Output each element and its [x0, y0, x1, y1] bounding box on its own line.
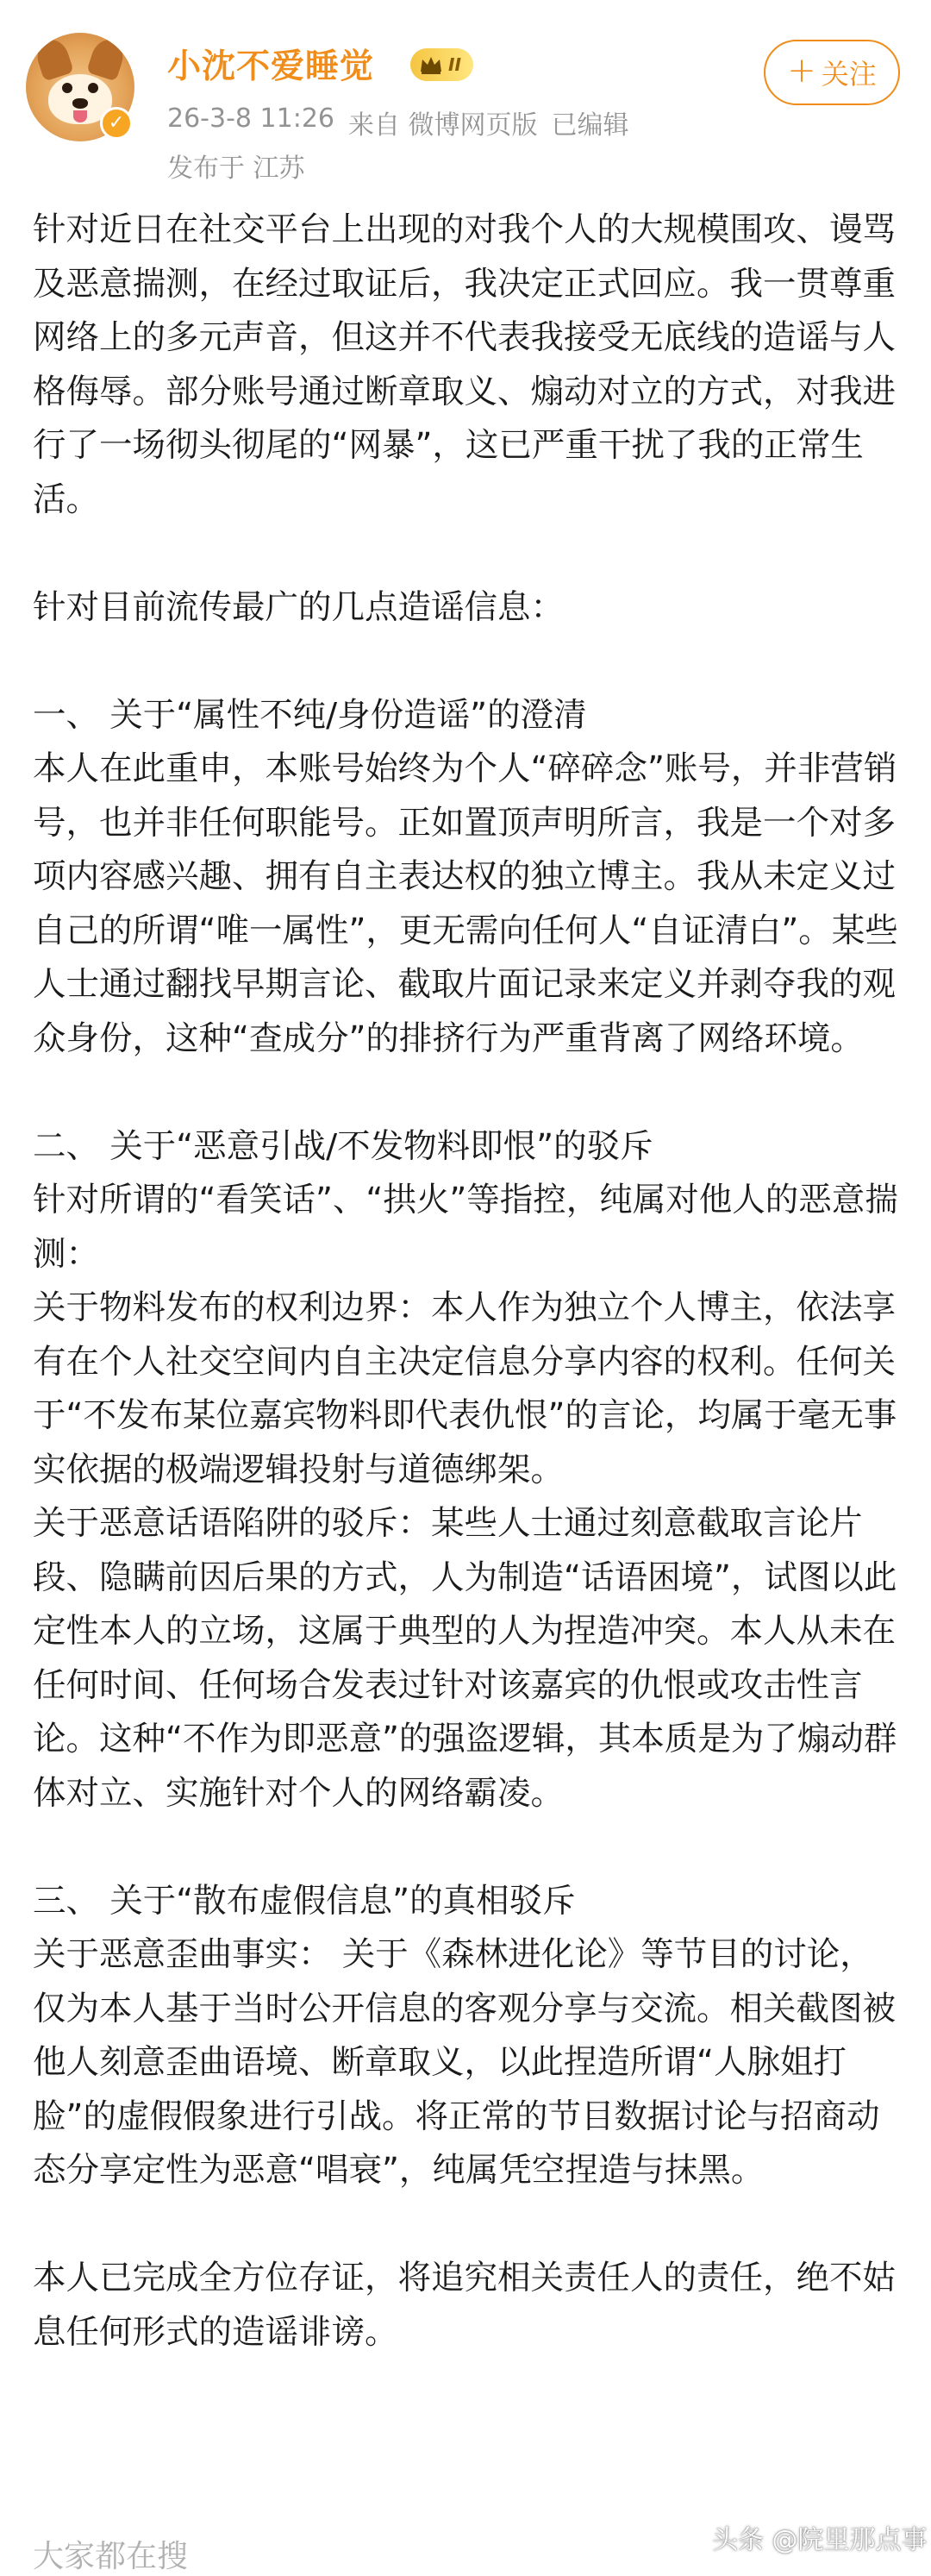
body-paragraph: 二、 关于“恶意引战/不发物料即恨”的驳斥	[33, 1126, 653, 1166]
post-time: 26-3-8 11:26	[167, 103, 334, 134]
body-paragraph: 关于恶意歪曲事实： 关于《森林进化论》等节目的讨论，仅为本人基于当时公开信息的客观分享与交流。相关截图被他人刻意歪曲语境、断章取义，以此捏造所谓“人脉姐打脸”的虚假假象进行引战。将正常的节目数据讨论与招商动态分享定性为恶意“唱衰”，纯属凭空捏造与抹黑。	[33, 1935, 897, 2190]
blank-line	[33, 1066, 903, 1120]
body-paragraph: 针对目前流传最广的几点造谣信息：	[33, 587, 565, 627]
avatar-ear-right	[86, 36, 128, 82]
post-header	[0, 0, 931, 191]
avatar-eye-right	[88, 83, 98, 93]
plus-icon: +	[787, 51, 816, 91]
body-paragraph: 本人已完成全方位存证，将追究相关责任人的责任，绝不姑息任何形式的造谣诽谤。	[33, 2259, 897, 2352]
body-paragraph: 针对所谓的“看笑话”、“拱火”等指控，纯属对他人的恶意揣测：	[33, 1181, 898, 1274]
avatar-eye-left	[62, 83, 72, 93]
body-paragraph: 关于物料发布的权利边界：本人作为独立个人博主，依法享有在个人社交空间内自主决定信息分享内容的权利。任何关于“不发布某位嘉宾物料即代表仇恨”的言论，均属于毫无事实依据的极端逻辑投射与道德绑架。	[33, 1288, 897, 1489]
verified-v-icon: ✓	[100, 107, 133, 140]
vip-badge[interactable]	[410, 48, 473, 81]
trending-hint[interactable]: 大家都在搜	[33, 2539, 189, 2574]
body-paragraph: 本人在此重申，本账号始终为个人“碎碎念”账号，并非营销号，也并非任何职能号。正如置顶声明所言，我是一个对多项内容感兴趣、拥有自主表达权的独立博主。我从未定义过自己的所谓“唯一属性”，更无需向任何人“自证清白”。某些人士通过翻找早期言论、截取片面记录来定义并剥夺我的观众身份，这种“查成分”的排挤行为严重背离了网络环境。	[33, 749, 898, 1058]
author-name[interactable]: 小沈不爱睡觉	[167, 47, 375, 86]
avatar-ear-left	[33, 36, 74, 82]
post-source[interactable]: 来自 微博网页版	[348, 110, 538, 141]
body-paragraph: 三、 关于“散布虚假信息”的真相驳斥	[33, 1881, 576, 1921]
body-paragraph: 关于恶意话语陷阱的驳斥：某些人士通过刻意截取言论片段、隐瞒前因后果的方式，人为制造“话语困境”，试图以此定性本人的立场，这属于典型的人为捏造冲突。本人从未在任何时间、任何场合发表过针对该嘉宾的仇恨或攻击性言论。这种“不作为即恶意”的强盗逻辑，其本质是为了煽动群体对立、实施针对个人的网络霸凌。	[33, 1504, 897, 1813]
follow-label: 关注	[821, 58, 877, 91]
vip-level: II	[448, 54, 461, 75]
post-location: 发布于 江苏	[167, 154, 305, 184]
avatar-nose	[72, 98, 88, 109]
blank-line	[33, 527, 903, 581]
blank-line	[33, 1821, 903, 1875]
follow-button[interactable]	[764, 40, 900, 105]
body-paragraph: 针对近日在社交平台上出现的对我个人的大规模围攻、谩骂及恶意揣测，在经过取证后，我决定正式回应。我一贯尊重网络上的多元声音，但这并不代表我接受无底线的造谣与人格侮辱。部分账号通过断章取义、煽动对立的方式，对我进行了一场彻头彻尾的“网暴”，这已严重干扰了我的正常生活。	[33, 210, 897, 519]
avatar-tongue	[73, 110, 87, 122]
crown-icon	[419, 54, 443, 75]
watermark: 头条 @院里那点事	[712, 2525, 928, 2555]
post-meta	[167, 103, 629, 141]
blank-line	[33, 635, 903, 689]
body-paragraph: 一、 关于“属性不纯/身份造谣”的澄清	[33, 695, 587, 735]
blank-line	[33, 2198, 903, 2253]
post-body	[33, 204, 903, 2360]
edited-tag[interactable]: 已编辑	[551, 110, 629, 141]
